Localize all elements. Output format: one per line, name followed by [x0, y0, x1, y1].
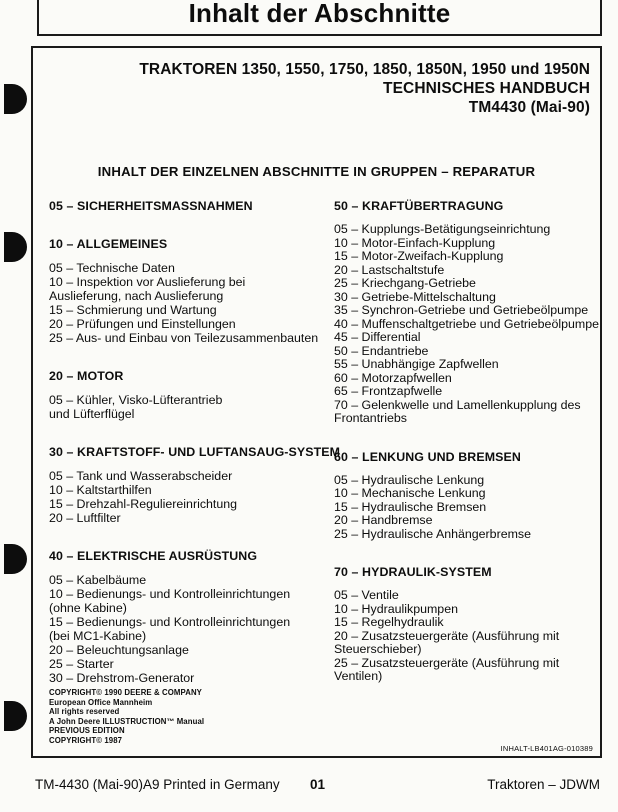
toc-entry: und Lüfterflügel: [49, 407, 135, 421]
title-box: [37, 0, 602, 36]
toc-section: [49, 199, 335, 213]
page-number: 01: [309, 776, 326, 792]
toc-section: [49, 549, 335, 685]
toc-column-left: [49, 199, 341, 709]
toc-entry: 20 – Lastschaltstufe: [334, 262, 445, 277]
contents-box: [31, 46, 602, 758]
toc-section: [334, 199, 600, 426]
copyright-line: All rights reserved: [49, 707, 120, 717]
toc-entry: 10 – Bedienungs- und Kontrolleinrichtungen: [49, 587, 291, 601]
page-title: Inhalt der Abschnitte: [188, 0, 451, 28]
toc-entry: 20 – Luftfilter: [49, 511, 121, 525]
toc-entry: 15 – Bedienungs- und Kontrolleinrichtungen: [49, 615, 291, 629]
subtitle-manual-type: TECHNISCHES HANDBUCH: [383, 80, 590, 97]
toc-entry: 20 – Zusatzsteuergeräte (Ausführung mit: [334, 628, 560, 643]
toc-section-heading: 40 – ELEKTRISCHE AUSRÜSTUNG: [49, 549, 258, 563]
footer-section-name: Traktoren – JDWM: [487, 776, 600, 792]
toc-section-heading: 70 – HYDRAULIK-SYSTEM: [334, 565, 492, 579]
document-reference-number: INHALT-LB401AG-010389: [500, 744, 593, 753]
toc-entry: 20 – Beleuchtungsanlage: [49, 643, 189, 657]
toc-entry: 05 – Kühler, Visko-Lüfterantrieb: [49, 393, 223, 407]
toc-entry: (bei MC1-Kabine): [49, 629, 147, 643]
subtitle-models: TRAKTOREN 1350, 1550, 1750, 1850, 1850N, 1950 und 1950N: [139, 61, 590, 78]
binder-hole-mark: [4, 544, 27, 574]
toc-section: [334, 450, 600, 542]
page-footer: [35, 774, 600, 794]
toc-section-heading: 10 – ALLGEMEINES: [49, 237, 168, 251]
toc-entry: 25 – Starter: [49, 657, 114, 671]
toc-section-heading: 20 – MOTOR: [49, 369, 124, 383]
toc-section-heading: 60 – LENKUNG UND BREMSEN: [334, 449, 521, 464]
toc-entry: Frontantriebs: [334, 411, 408, 425]
toc-entry: 15 – Regelhydraulik: [334, 615, 444, 629]
toc-entry: 05 – Ventile: [334, 588, 399, 602]
toc-section-heading: 50 – KRAFTÜBERTRAGUNG: [334, 199, 504, 213]
toc-entry: 10 – Motor-Einfach-Kupplung: [334, 235, 496, 250]
toc-column-right: [334, 199, 600, 708]
toc-entry: (ohne Kabine): [49, 601, 127, 615]
manual-subtitle: [139, 60, 590, 117]
toc-entry: 05 – Tank und Wasserabscheider: [49, 469, 233, 483]
binder-hole-mark: [4, 701, 27, 731]
toc-section-heading: 05 – SICHERHEITSMASSNAHMEN: [49, 199, 253, 213]
toc-section: [49, 369, 335, 421]
toc-entry: 25 – Kriechgang-Getriebe: [334, 276, 476, 290]
toc-entry: 70 – Gelenkwelle und Lamellenkupplung des: [334, 397, 581, 412]
toc-entry: Ventilen): [334, 669, 383, 683]
copyright-line: COPYRIGHT© 1987: [49, 735, 123, 745]
toc-entry: 10 – Inspektion vor Auslieferung bei: [49, 275, 246, 289]
toc-entry: 50 – Endantriebe: [334, 343, 429, 358]
toc-entry: 45 – Differential: [334, 330, 421, 344]
toc-entry: 10 – Mechanische Lenkung: [334, 486, 486, 500]
toc-entry: 05 – Kabelbäume: [49, 573, 147, 587]
toc-entry: 15 – Hydraulische Bremsen: [334, 499, 487, 514]
copyright-line: PREVIOUS EDITION: [49, 726, 125, 736]
copyright-line: COPYRIGHT© 1990 DEERE & COMPANY: [49, 688, 202, 697]
toc-entry: 15 – Drehzahl-Reguliereinrichtung: [49, 497, 238, 511]
toc-entry: 30 – Getriebe-Mittelschaltung: [334, 289, 496, 304]
toc-entry: 55 – Unabhängige Zapfwellen: [334, 357, 499, 371]
copyright-block: [49, 688, 204, 746]
toc-entry: Steuerschieber): [334, 642, 422, 656]
binder-hole-mark: [4, 84, 27, 114]
toc-section: [49, 237, 335, 345]
toc-entry: 15 – Motor-Zweifach-Kupplung: [334, 249, 504, 263]
toc-entry: 05 – Hydraulische Lenkung: [334, 472, 485, 487]
toc-entry: 05 – Kupplungs-Betätigungseinrichtung: [334, 222, 551, 236]
toc-entry: 30 – Drehstrom-Generator: [49, 671, 195, 685]
copyright-line: European Office Mannheim: [49, 697, 153, 707]
toc-section-heading: 30 – KRAFTSTOFF- UND LUFTANSAUG-SYSTEM: [49, 445, 341, 459]
toc-entry: 60 – Motorzapfwellen: [334, 370, 452, 385]
toc-entry: 15 – Schmierung und Wartung: [49, 303, 217, 317]
toc-entry: 65 – Frontzapfwelle: [334, 384, 443, 398]
copyright-line: A John Deere ILLUSTRUCTION™ Manual: [49, 716, 205, 726]
toc-entry: Auslieferung, nach Auslieferung: [49, 289, 224, 303]
toc-entry: 20 – Prüfungen und Einstellungen: [49, 317, 236, 331]
toc-entry: 20 – Handbremse: [334, 513, 433, 527]
toc-entry: 25 – Hydraulische Anhängerbremse: [334, 526, 531, 541]
toc-section: [49, 445, 341, 525]
footer-manual-id: TM-4430 (Mai-90)A9 Printed in Germany: [35, 776, 280, 792]
binder-hole-mark: [4, 232, 27, 262]
group-heading: INHALT DER EINZELNEN ABSCHNITTE IN GRUPPEN – REPARATUR: [97, 164, 536, 179]
toc-entry: 25 – Aus- und Einbau von Teilezusammenbauten: [49, 331, 319, 345]
toc-entry: 35 – Synchron-Getriebe und Getriebeölpumpe: [334, 303, 589, 317]
toc-entry: 10 – Kaltstarthilfen: [49, 483, 152, 497]
toc-section: [334, 565, 600, 684]
subtitle-manual-number: TM4430 (Mai-90): [468, 99, 590, 116]
toc-entry: 25 – Zusatzsteuergeräte (Ausführung mit: [334, 655, 560, 670]
toc-entry: 10 – Hydraulikpumpen: [334, 601, 458, 616]
toc-entry: 40 – Muffenschaltgetriebe und Getriebeölpumpe: [334, 316, 599, 331]
toc-entry: 05 – Technische Daten: [49, 261, 175, 275]
